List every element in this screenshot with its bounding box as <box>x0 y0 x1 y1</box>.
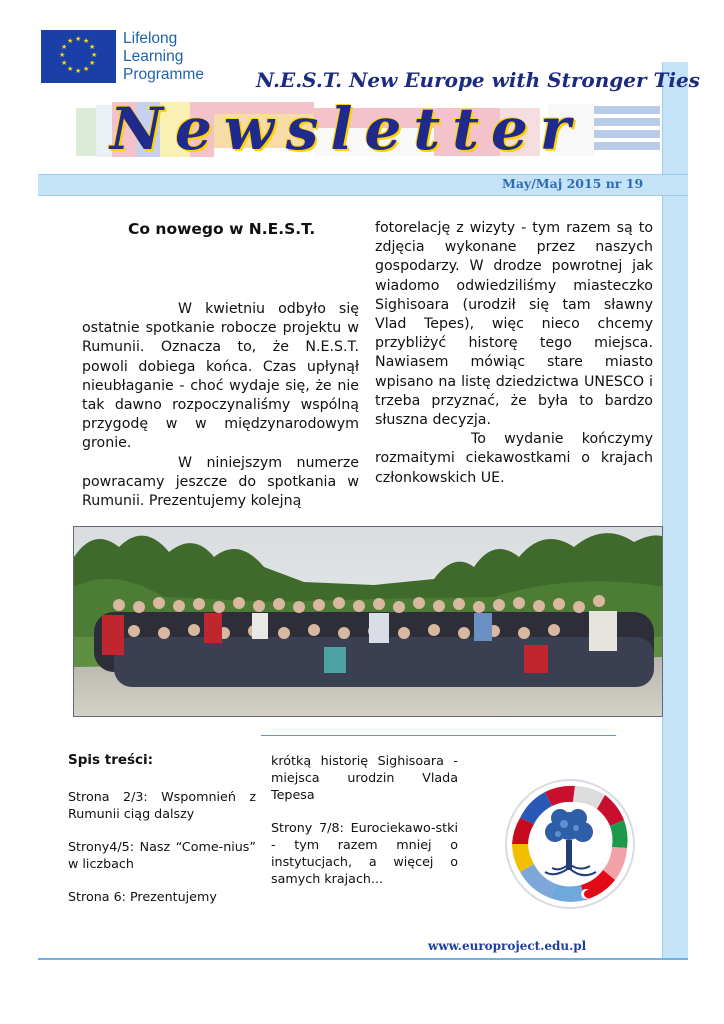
program-line: Programme <box>123 66 204 83</box>
toc-left-column <box>68 788 256 921</box>
nest-project-logo <box>500 768 640 916</box>
toc-title: Spis treści: <box>68 752 154 768</box>
toc-item-continued: krótką historię Sighisoara - miejsca urodzin Vlada Tepesa <box>271 753 458 802</box>
toc-item: Strona 6: Prezentujemy <box>68 889 217 904</box>
program-line: Lifelong <box>123 30 178 47</box>
section-divider <box>261 735 616 736</box>
issue-date: May/Maj 2015 nr 19 <box>502 176 644 191</box>
footer-website-link[interactable]: www.europroject.edu.pl <box>428 939 587 953</box>
article-heading: Co nowego w N.E.S.T. <box>128 220 316 238</box>
right-decorative-bar <box>662 62 688 960</box>
article-paragraph: fotorelację z wizyty - tym razem są to zdjęcia wykonane przez naszych gospodarzy. W drodze powrotnej jak wiadomo odwiedziliśmy miasteczko Sighisoara (urodził się tam sławny Vlad Tepes), więc nieco chcemy przybliżyć historę tego miejsca. Nawiasem mówiąc stare miasto wpisano na listę dziedzictwa UNESCO i trzeba przyznać, że była to bardzo słuszna decyzja. <box>375 220 653 429</box>
newsletter-title: Newsletter <box>110 95 583 163</box>
newsletter-subtitle: N.E.S.T. New Europe with Stronger Ties <box>256 68 700 92</box>
eu-flag-logo: ★ ★ ★ ★ ★ ★ ★ ★ ★ ★ ★ ★ <box>41 30 116 83</box>
program-name <box>123 30 204 84</box>
article-left-column <box>82 300 359 511</box>
toc-item: Strony 7/8: Eurociekawo-stki - tym razem mniej o instytucjach, a więcej o samych krajach... <box>271 820 458 886</box>
article-paragraph: W niniejszym numerze powracamy jeszcze do spotkania w Rumunii. Prezentujemy kolejną <box>82 454 359 510</box>
footer-rule <box>38 958 688 960</box>
article-right-column <box>375 219 653 488</box>
toc-middle-column <box>271 752 458 903</box>
program-line: Learning <box>123 48 184 65</box>
group-photo <box>73 526 663 717</box>
toc-item: Strona 2/3: Wspomnień z Rumunii ciąg dalszy <box>68 789 256 821</box>
article-paragraph: To wydanie kończymy rozmaitymi ciekawostkami o krajach członkowskich UE. <box>375 431 653 486</box>
toc-item: Strony4/5: Nasz “Come-nius” w liczbach <box>68 839 256 871</box>
article-paragraph: W kwietniu odbyło się ostatnie spotkanie robocze projektu w Rumunii. Oznacza to, że N.E.S.T. powoli dobiega końca. Czas upłynął nieubłaganie - choć wydaje się, że nie tak dawno rozpoczynaliśmy wspólną przygodę w w międzynarodowym gronie. <box>82 301 359 452</box>
